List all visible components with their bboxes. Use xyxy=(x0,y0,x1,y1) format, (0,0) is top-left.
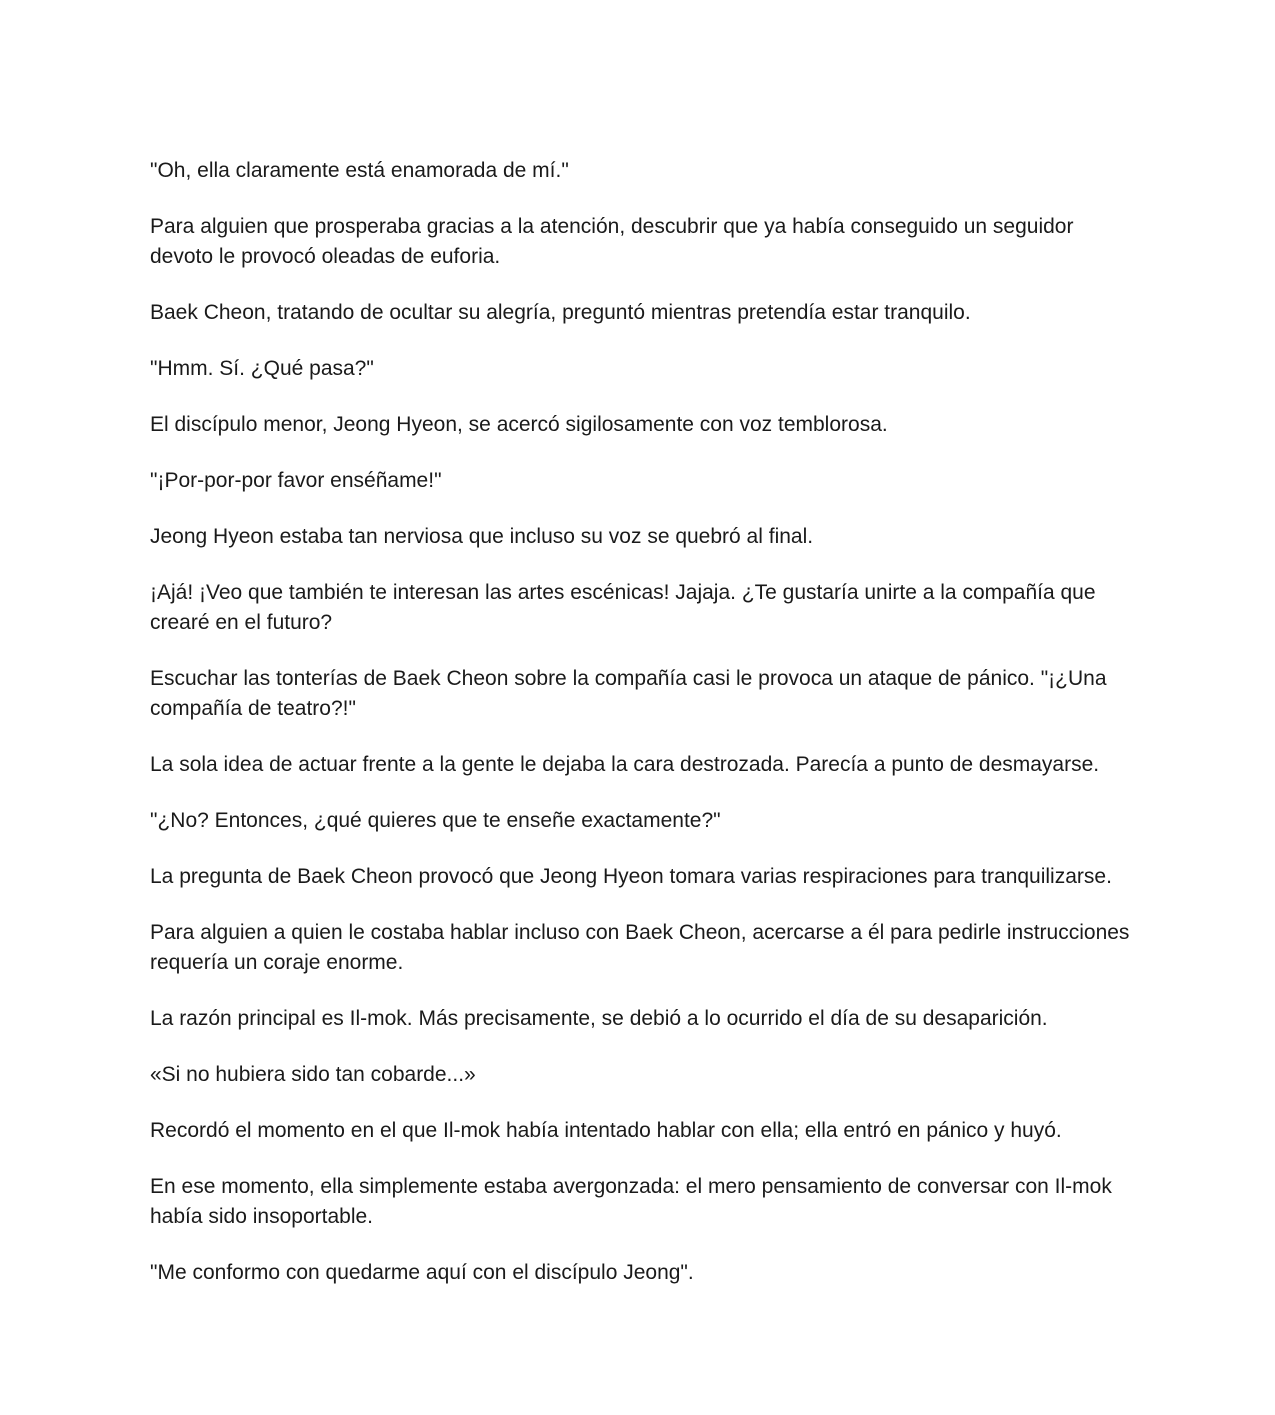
paragraph: Jeong Hyeon estaba tan nerviosa que incluso su voz se quebró al final. xyxy=(150,525,814,548)
paragraph: ¡Ajá! ¡Veo que también te interesan las artes escénicas! Jajaja. ¿Te gustaría unirte a la compañía que crearé en el futuro? xyxy=(150,581,1096,634)
paragraph: La razón principal es Il-mok. Más precisamente, se debió a lo ocurrido el día de su desaparición. xyxy=(150,1007,1048,1030)
paragraph: "Me conformo con quedarme aquí con el discípulo Jeong". xyxy=(150,1261,694,1284)
paragraph: En ese momento, ella simplemente estaba avergonzada: el mero pensamiento de conversar con Il-mok había sido insoportable. xyxy=(150,1175,1112,1228)
paragraph: "Oh, ella claramente está enamorada de mí." xyxy=(150,159,569,182)
paragraph: El discípulo menor, Jeong Hyeon, se acercó sigilosamente con voz temblorosa. xyxy=(150,413,888,436)
paragraph: "¡Por-por-por favor enséñame!" xyxy=(150,469,442,492)
paragraph: Recordó el momento en el que Il-mok había intentado hablar con ella; ella entró en pánico y huyó. xyxy=(150,1119,1062,1142)
document-page xyxy=(150,156,1135,1288)
paragraph: Baek Cheon, tratando de ocultar su alegría, preguntó mientras pretendía estar tranquilo. xyxy=(150,301,971,324)
paragraph: "¿No? Entonces, ¿qué quieres que te enseñe exactamente?" xyxy=(150,809,721,832)
paragraph: La pregunta de Baek Cheon provocó que Jeong Hyeon tomara varias respiraciones para tranquilizarse. xyxy=(150,865,1112,888)
paragraph: Para alguien que prosperaba gracias a la atención, descubrir que ya había conseguido un seguidor devoto le provocó oleadas de euforia. xyxy=(150,215,1074,268)
paragraph: Escuchar las tonterías de Baek Cheon sobre la compañía casi le provoca un ataque de pánico. "¡¿Una compañía de teatro?!" xyxy=(150,667,1107,720)
paragraph: Para alguien a quien le costaba hablar incluso con Baek Cheon, acercarse a él para pedirle instrucciones requería un coraje enorme. xyxy=(150,921,1130,974)
paragraph: La sola idea de actuar frente a la gente le dejaba la cara destrozada. Parecía a punto de desmayarse. xyxy=(150,753,1100,776)
paragraph: «Si no hubiera sido tan cobarde...» xyxy=(150,1063,476,1086)
paragraph: "Hmm. Sí. ¿Qué pasa?" xyxy=(150,357,374,380)
